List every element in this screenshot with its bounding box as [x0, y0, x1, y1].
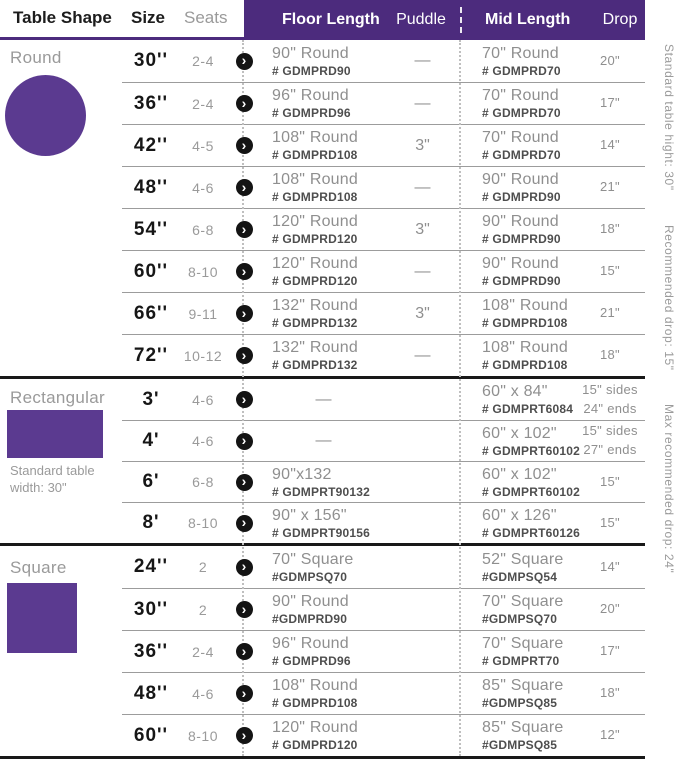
floor-length-cell: 132" Round # GDMPRD132: [262, 339, 385, 372]
section-round: [0, 40, 645, 376]
size-cell: 24'': [133, 556, 169, 577]
floor-length-cell: 108" Round # GDMPRD108: [262, 171, 385, 204]
item-code: # GDMPRD108: [482, 358, 568, 372]
table-row: [122, 672, 645, 714]
floor-length-cell: —: [315, 432, 332, 449]
mid-length-cell: 108" Round # GDMPRD108: [460, 339, 575, 372]
drop-cell: 18": [600, 685, 620, 701]
floor-length-cell: 120" Round # GDMPRD120: [262, 719, 385, 752]
seats-cell: 8-10: [187, 263, 219, 280]
chevron-right-icon: ›: [236, 137, 253, 154]
rectangular-caption: Standard table width: 30": [10, 463, 95, 495]
table-row: [122, 124, 645, 166]
drop-cell: 15": [600, 263, 620, 279]
puddle-cell: 3": [415, 220, 430, 238]
table-row: [122, 420, 645, 461]
note-max-drop: Max recommended drop: 24": [662, 404, 676, 574]
size-cell: 48'': [133, 682, 169, 704]
chevron-right-icon: ›: [236, 305, 253, 322]
size-cell: 72'': [133, 344, 169, 366]
item-code: # GDMPRD90: [272, 63, 351, 78]
table-row: [122, 292, 645, 334]
chevron-right-icon: ›: [236, 95, 253, 112]
mid-length-cell: 90" Round # GDMPRD90: [460, 213, 575, 246]
table-row: [122, 82, 645, 124]
puddle-cell: —: [414, 178, 431, 196]
drop-cell: 15": [600, 514, 620, 530]
drop-cell: 18": [600, 347, 620, 363]
seats-cell: 8-10: [187, 727, 219, 744]
size-cell: 42'': [133, 134, 169, 156]
chevron-right-icon: ›: [236, 221, 253, 238]
mid-length-cell: 70" Round # GDMPRD70: [460, 129, 575, 162]
item-code: # GDMPRD90: [482, 274, 561, 288]
item-code: # GDMPRD120: [272, 232, 358, 246]
seats-cell: 2-4: [192, 95, 214, 112]
item-code: # GDMPRD132: [272, 316, 358, 330]
mid-length-cell: 52" Square #GDMPSQ54: [460, 551, 575, 584]
floor-length-cell: 90" x 156" # GDMPRT90156: [262, 507, 385, 540]
section-label-square: Square: [10, 558, 67, 577]
puddle-cell: 3": [415, 136, 430, 154]
mid-length-cell: 70" Square # GDMPRT70: [460, 635, 575, 668]
dotted-guide-mid-column: [459, 40, 461, 756]
header-left: [0, 0, 244, 40]
size-cell: 60'': [133, 724, 169, 746]
section-rectangular: [0, 379, 645, 543]
item-code: # GDMPRT90156: [272, 525, 370, 540]
drop-cell: 12": [600, 727, 620, 743]
chevron-right-icon: ›: [236, 263, 253, 280]
section-square: [0, 546, 645, 756]
floor-length-cell: 120" Round # GDMPRD120: [262, 213, 385, 246]
section-label-round: Round: [10, 48, 62, 67]
seats-cell: 4-5: [192, 137, 214, 154]
header-purple-band: [244, 0, 645, 40]
item-code: # GDMPRT60102: [482, 443, 580, 458]
mid-length-cell: 70" Square #GDMPSQ70: [460, 593, 575, 626]
chevron-right-icon: ›: [236, 179, 253, 196]
item-code: # GDMPRD70: [482, 106, 561, 120]
item-code: #GDMPSQ85: [482, 696, 558, 710]
item-code: #GDMPRD90: [272, 612, 348, 626]
drop-cell: 21": [600, 179, 620, 195]
puddle-cell: —: [414, 52, 431, 69]
size-cell: 48'': [133, 176, 169, 198]
chevron-right-icon: ›: [236, 559, 253, 576]
drop-cell: 15": [600, 473, 620, 489]
floor-length-cell: 90" Round #GDMPRD90: [262, 593, 385, 626]
mid-length-cell: 90" Round # GDMPRD90: [460, 171, 575, 204]
puddle-cell: —: [414, 346, 431, 364]
drop-cell: 14": [600, 558, 620, 574]
item-code: #GDMPSQ54: [482, 569, 558, 584]
item-code: # GDMPRD108: [272, 190, 358, 204]
drop-cell: 17": [600, 95, 620, 111]
item-code: # GDMPRD96: [272, 654, 351, 668]
chart-header: [0, 0, 679, 40]
rectangle-shape-icon: [7, 410, 103, 458]
floor-length-cell: 132" Round # GDMPRD132: [262, 297, 385, 330]
seats-cell: 2: [198, 601, 208, 618]
seats-cell: 2: [198, 559, 208, 575]
chevron-right-icon: ›: [236, 727, 253, 744]
size-cell: 54'': [133, 218, 169, 240]
note-recommended-drop: Recommended drop: 15": [662, 224, 676, 371]
item-code: # GDMPRD108: [272, 696, 358, 710]
chevron-right-icon: ›: [236, 347, 253, 364]
drop-cell: 20": [600, 601, 620, 617]
drop-cell: 14": [600, 137, 620, 153]
floor-length-cell: —: [315, 390, 332, 408]
mid-length-cell: 108" Round # GDMPRD108: [460, 297, 575, 330]
chevron-right-icon: ›: [236, 685, 253, 702]
mid-length-cell: 60" x 102" # GDMPRT60102: [482, 424, 580, 458]
item-code: # GDMPRT90132: [272, 484, 370, 499]
floor-length-cell: 90"x132 # GDMPRT90132: [262, 466, 385, 499]
col-header-puddle: Puddle: [396, 11, 446, 28]
drop-cell: 21": [600, 305, 620, 321]
table-row: [122, 379, 645, 420]
item-code: # GDMPRT60126: [482, 525, 580, 540]
drop-cell: 15" sides 27" ends: [582, 423, 638, 457]
item-code: # GDMPRD120: [272, 738, 358, 752]
col-header-table-shape: Table Shape: [13, 8, 112, 27]
chevron-right-icon: ›: [236, 601, 253, 618]
item-code: # GDMPRT60102: [482, 484, 580, 499]
table-row: [122, 250, 645, 292]
size-cell: 8': [142, 512, 160, 533]
floor-length-cell: 90" Round # GDMPRD90: [262, 45, 385, 78]
floor-length-cell: 120" Round # GDMPRD120: [262, 255, 385, 288]
drop-cell: 17": [600, 643, 620, 659]
floor-length-cell: 108" Round # GDMPRD108: [262, 677, 385, 710]
item-code: #GDMPSQ70: [272, 569, 348, 584]
floor-length-cell: 96" Round # GDMPRD96: [262, 87, 385, 120]
item-code: # GDMPRD96: [272, 106, 351, 120]
mid-length-cell: 60" x 84" # GDMPRT6084: [482, 383, 574, 416]
section-label-rectangular: Rectangular: [10, 388, 105, 407]
round-shape-icon: [5, 75, 86, 156]
item-code: # GDMPRD70: [482, 148, 561, 162]
item-code: # GDMPRD108: [482, 316, 568, 330]
item-code: # GDMPRT70: [482, 654, 560, 668]
seats-cell: 9-11: [188, 305, 218, 322]
seats-cell: 4-6: [192, 433, 214, 449]
col-header-mid-length: Mid Length: [485, 11, 571, 28]
size-cell: 3': [142, 388, 160, 410]
mid-length-cell: 70" Round # GDMPRD70: [460, 87, 575, 120]
item-code: # GDMPRD108: [272, 148, 358, 162]
drop-cell: 18": [600, 221, 620, 237]
size-cell: 4': [142, 430, 160, 451]
header-dashed-divider: [460, 7, 462, 33]
square-shape-icon: [7, 583, 77, 653]
size-cell: 66'': [133, 302, 169, 324]
mid-length-cell: 85" Square #GDMPSQ85: [460, 677, 575, 710]
table-row: [122, 630, 645, 672]
seats-cell: 4-6: [192, 179, 214, 196]
item-code: # GDMPRD90: [482, 190, 561, 204]
seats-cell: 8-10: [187, 515, 219, 531]
puddle-cell: —: [414, 262, 431, 280]
item-code: # GDMPRD120: [272, 274, 358, 288]
chevron-right-icon: ›: [236, 433, 253, 450]
col-header-floor-length: Floor Length: [282, 11, 380, 28]
puddle-cell: —: [414, 94, 431, 112]
chevron-right-icon: ›: [236, 643, 253, 660]
floor-length-cell: 70" Square #GDMPSQ70: [262, 551, 385, 584]
table-row: [122, 546, 645, 588]
item-code: # GDMPRD90: [482, 232, 561, 246]
side-notes: [662, 44, 676, 744]
seats-cell: 2-4: [192, 53, 214, 69]
puddle-cell: 3": [415, 304, 430, 322]
mid-length-cell: 70" Round # GDMPRD70: [460, 45, 575, 78]
seats-cell: 6-8: [192, 221, 214, 238]
size-cell: 36'': [133, 92, 169, 114]
table-row: [122, 208, 645, 250]
seats-cell: 2-4: [192, 643, 214, 660]
chevron-right-icon: ›: [236, 53, 253, 70]
col-header-seats: Seats: [184, 8, 228, 27]
seats-cell: 4-6: [192, 685, 214, 702]
item-code: #GDMPSQ70: [482, 612, 558, 626]
size-cell: 36'': [133, 640, 169, 662]
size-cell: 6': [142, 471, 160, 492]
note-table-height: Standard table hight: 30": [662, 44, 676, 191]
mid-length-cell: 60" x 126" # GDMPRT60126: [482, 506, 580, 540]
table-row: [122, 502, 645, 543]
drop-cell: 15" sides 24" ends: [582, 381, 638, 416]
seats-cell: 6-8: [192, 474, 214, 490]
size-cell: 60'': [133, 260, 169, 282]
col-header-size: Size: [131, 8, 166, 27]
chevron-right-icon: ›: [236, 515, 253, 532]
floor-length-cell: 96" Round # GDMPRD96: [262, 635, 385, 668]
col-header-drop: Drop: [602, 11, 638, 28]
floor-length-cell: 108" Round # GDMPRD108: [262, 129, 385, 162]
seats-cell: 10-12: [183, 347, 223, 364]
table-row: [122, 714, 645, 756]
item-code: #GDMPSQ85: [482, 738, 558, 752]
table-row: [122, 334, 645, 376]
table-row: [122, 461, 645, 502]
item-code: # GDMPRD70: [482, 63, 561, 78]
drop-cell: 20": [600, 52, 620, 68]
table-row: [122, 588, 645, 630]
size-cell: 30'': [133, 598, 169, 620]
table-row: [122, 166, 645, 208]
mid-length-cell: 60" x 102" # GDMPRT60102: [482, 465, 580, 499]
item-code: # GDMPRT6084: [482, 402, 574, 416]
chevron-right-icon: ›: [236, 391, 253, 408]
item-code: # GDMPRD132: [272, 358, 358, 372]
size-cell: 30'': [133, 50, 169, 71]
mid-length-cell: 90" Round # GDMPRD90: [460, 255, 575, 288]
seats-cell: 4-6: [192, 391, 214, 408]
chevron-right-icon: ›: [236, 474, 253, 491]
mid-length-cell: 85" Square #GDMPSQ85: [460, 719, 575, 752]
table-row: [122, 40, 645, 82]
